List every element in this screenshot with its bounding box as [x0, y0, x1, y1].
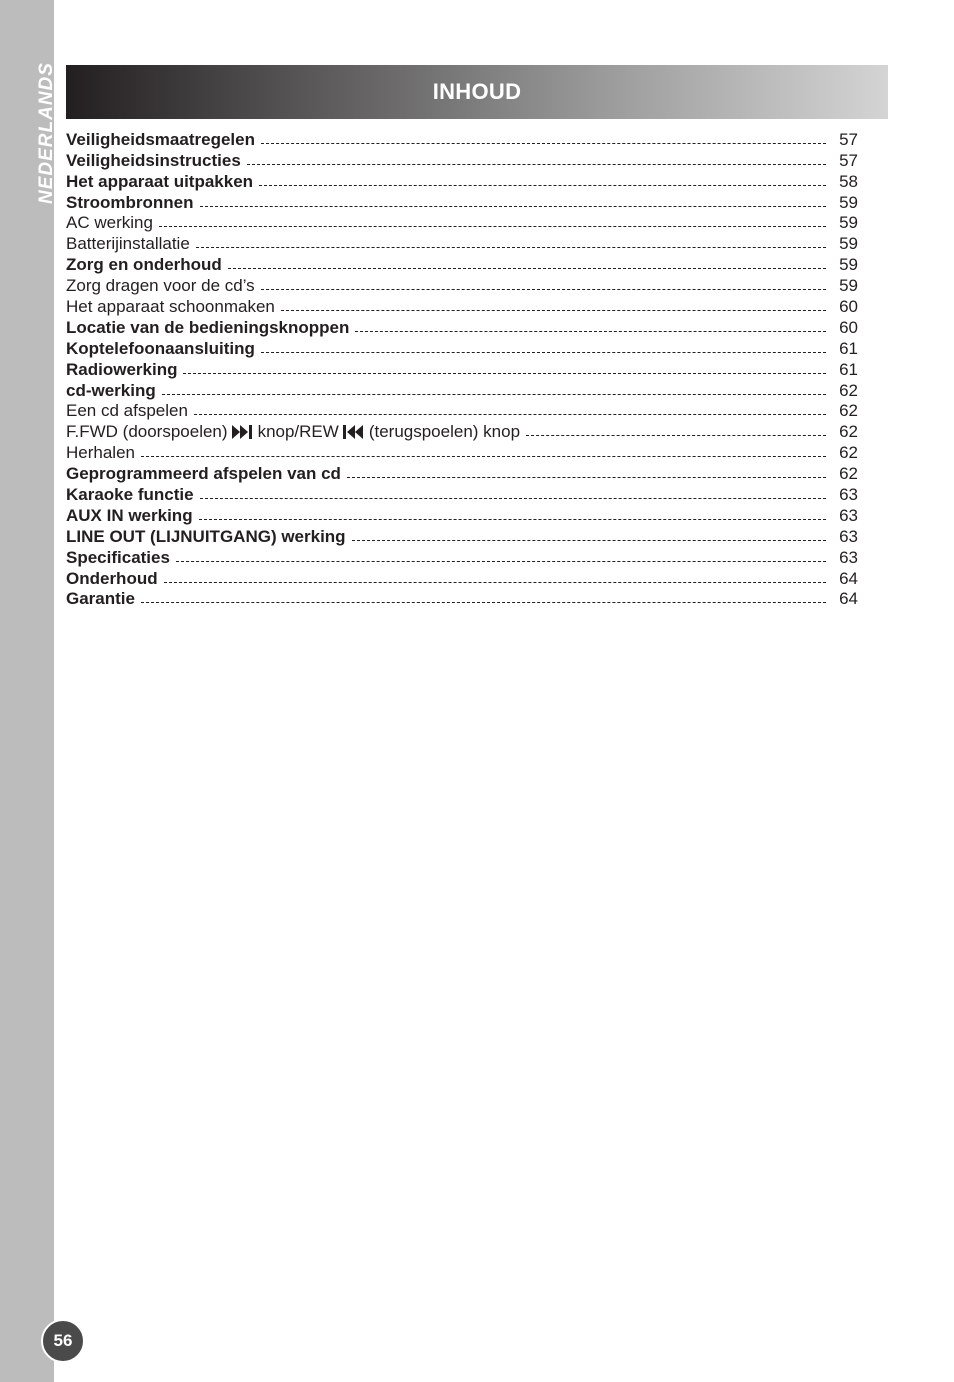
- dot-leader: [247, 164, 826, 165]
- dot-leader: [261, 289, 826, 290]
- toc-entry: [66, 338, 858, 359]
- dot-leader: [196, 247, 826, 248]
- toc-entry: [66, 421, 858, 442]
- toc-entry: [66, 192, 858, 213]
- toc-entry: [66, 401, 858, 422]
- toc-entry: [66, 150, 858, 171]
- toc-entry-title: Locatie van de bedieningsknoppen: [66, 317, 350, 337]
- toc-entry-title-part: (terugspoelen) knop: [368, 422, 521, 442]
- toc-entry: [66, 275, 858, 296]
- toc-entry-page: 63: [839, 505, 858, 525]
- toc-entry-page: 60: [839, 317, 858, 337]
- toc-entry-title: AC werking: [66, 213, 153, 233]
- toc-entry-page: 62: [839, 422, 858, 442]
- dot-leader: [164, 582, 826, 583]
- toc-entry: [66, 129, 858, 150]
- skip-forward-icon: [232, 425, 254, 439]
- language-side-band: [0, 0, 57, 1382]
- toc-entry-page: 59: [839, 213, 858, 233]
- toc-entry: [66, 254, 858, 275]
- dot-leader: [162, 394, 826, 395]
- toc-entry-page: 62: [839, 380, 858, 400]
- page-title: INHOUD: [432, 79, 522, 104]
- dot-leader: [526, 435, 826, 436]
- toc-entry-page: 59: [839, 276, 858, 296]
- toc-entry-title: Specificaties: [66, 547, 170, 567]
- toc-entry-title: [66, 422, 520, 442]
- toc-entry-page: 63: [839, 485, 858, 505]
- toc-entry-page: 57: [839, 129, 858, 149]
- toc-entry-title: Karaoke functie: [66, 485, 194, 505]
- toc-entry-page: 57: [839, 150, 858, 170]
- toc-entry: [66, 484, 858, 505]
- section-header: [66, 65, 888, 119]
- dot-leader: [259, 185, 826, 186]
- dot-leader: [200, 206, 827, 207]
- toc-entry-page: 59: [839, 234, 858, 254]
- toc-entry-page: 62: [839, 443, 858, 463]
- toc-entry-page: 62: [839, 464, 858, 484]
- dot-leader: [176, 561, 826, 562]
- dot-leader: [355, 331, 826, 332]
- toc-entry-title: Een cd afspelen: [66, 401, 188, 421]
- toc-entry-page: 64: [839, 589, 858, 609]
- toc-entry-page: 63: [839, 547, 858, 567]
- skip-back-icon: [343, 425, 365, 439]
- dot-leader: [347, 477, 826, 478]
- toc-entry: [66, 296, 858, 317]
- dot-leader: [194, 414, 826, 415]
- dot-leader: [183, 373, 826, 374]
- toc-entry-title: Stroombronnen: [66, 192, 194, 212]
- table-of-contents: [66, 129, 858, 609]
- toc-entry: [66, 463, 858, 484]
- toc-entry: [66, 568, 858, 589]
- toc-entry: [66, 547, 858, 568]
- language-label: NEDERLANDS: [36, 62, 57, 204]
- dot-leader: [281, 310, 826, 311]
- toc-entry-title: cd-werking: [66, 380, 156, 400]
- toc-entry-page: 59: [839, 255, 858, 275]
- toc-entry: [66, 213, 858, 234]
- toc-entry: [66, 505, 858, 526]
- toc-entry: [66, 233, 858, 254]
- toc-entry-page: 60: [839, 297, 858, 317]
- toc-entry-page: 58: [839, 171, 858, 191]
- toc-entry-title: Batterijinstallatie: [66, 234, 190, 254]
- toc-entry-title: Geprogrammeerd afspelen van cd: [66, 464, 341, 484]
- toc-entry-title-part: F.FWD (doorspoelen): [66, 422, 228, 442]
- dot-leader: [200, 498, 826, 499]
- toc-entry: [66, 171, 858, 192]
- toc-entry-page: 59: [839, 192, 858, 212]
- toc-entry-title: Het apparaat uitpakken: [66, 171, 254, 191]
- dot-leader: [261, 352, 826, 353]
- toc-entry-title: Onderhoud: [66, 568, 158, 588]
- toc-entry: [66, 526, 858, 547]
- toc-entry-title: AUX IN werking: [66, 505, 193, 525]
- toc-entry-title: Radiowerking: [66, 359, 178, 379]
- dot-leader: [159, 226, 826, 227]
- toc-entry-title: Zorg en onderhoud: [66, 255, 222, 275]
- dot-leader: [141, 456, 826, 457]
- toc-entry-page: 63: [839, 526, 858, 546]
- toc-entry-title-part: knop/REW: [257, 422, 339, 442]
- toc-entry-page: 62: [839, 401, 858, 421]
- toc-entry-title: Koptelefoonaansluiting: [66, 338, 255, 358]
- toc-entry-title: Zorg dragen voor de cd’s: [66, 276, 255, 296]
- toc-entry-title: Het apparaat schoonmaken: [66, 297, 275, 317]
- toc-entry: [66, 317, 858, 338]
- toc-entry: [66, 589, 858, 610]
- toc-entry-title: Veiligheidsmaatregelen: [66, 129, 255, 149]
- dot-leader: [228, 268, 826, 269]
- dot-leader: [141, 602, 826, 603]
- dot-leader: [261, 143, 826, 144]
- toc-entry: [66, 359, 858, 380]
- toc-entry-title: Veiligheidsinstructies: [66, 150, 241, 170]
- toc-entry-page: 64: [839, 568, 858, 588]
- toc-entry: [66, 380, 858, 401]
- toc-entry-page: 61: [839, 359, 858, 379]
- toc-entry-title: Herhalen: [66, 443, 135, 463]
- toc-entry: [66, 442, 858, 463]
- toc-entry-title: Garantie: [66, 589, 135, 609]
- dot-leader: [199, 519, 826, 520]
- page-number: 56: [41, 1319, 85, 1363]
- toc-entry-page: 61: [839, 338, 858, 358]
- toc-entry-title: LINE OUT (LIJNUITGANG) werking: [66, 526, 346, 546]
- dot-leader: [352, 540, 826, 541]
